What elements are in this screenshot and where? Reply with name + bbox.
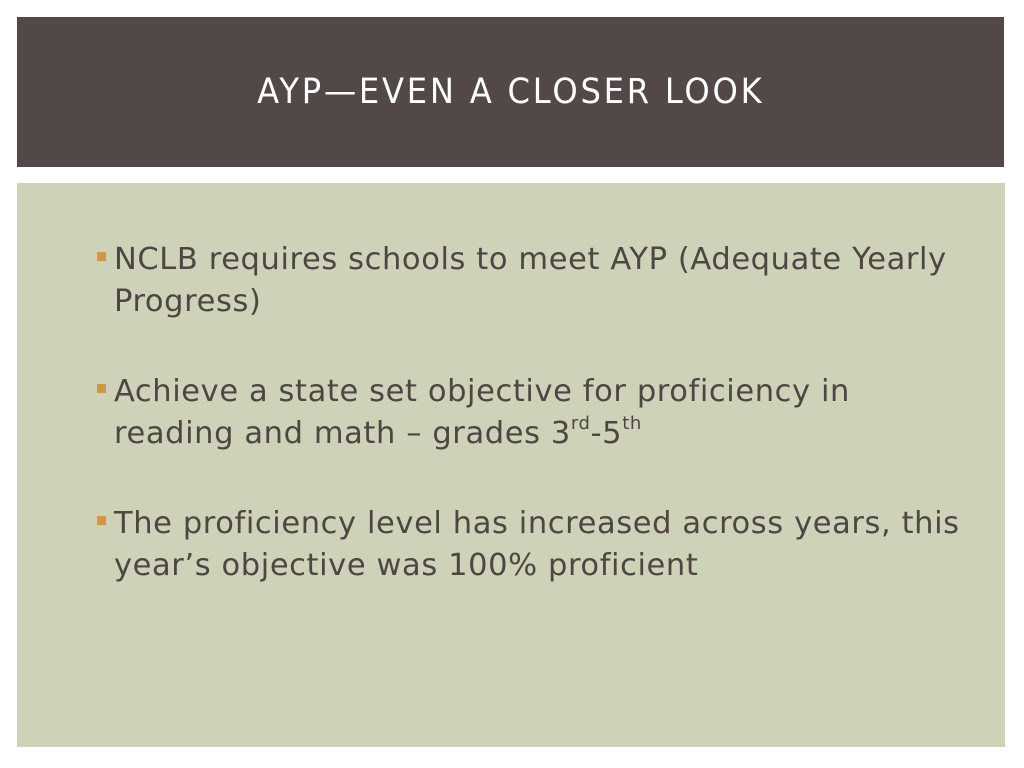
bullet-item-ayp-requirement [97,239,977,323]
content-panel [17,183,1005,747]
bullet-text: NCLB requires schools to meet AYP (Adequate Yearly Progress) [114,242,947,319]
title-bar [17,17,1004,167]
grade-superscript: rd [570,413,591,434]
square-bullet-icon [97,516,106,525]
bullet-text [114,374,850,451]
slide-title: AYP—EVEN A CLOSER LOOK [256,72,765,112]
bullet-item-state-objective [97,371,977,455]
grade-range-separator: -5 [590,416,623,451]
grade-superscript: th [622,413,642,434]
bullet-text: The proficiency level has increased across years, this year’s objective was 100% proficient [114,506,960,583]
square-bullet-icon [97,252,106,261]
bullet-item-proficiency-level [97,503,977,587]
bullet-list [97,239,977,635]
square-bullet-icon [97,384,106,393]
bullet-text-before: Achieve a state set objective for proficiency in reading and math – grades 3 [114,374,850,451]
